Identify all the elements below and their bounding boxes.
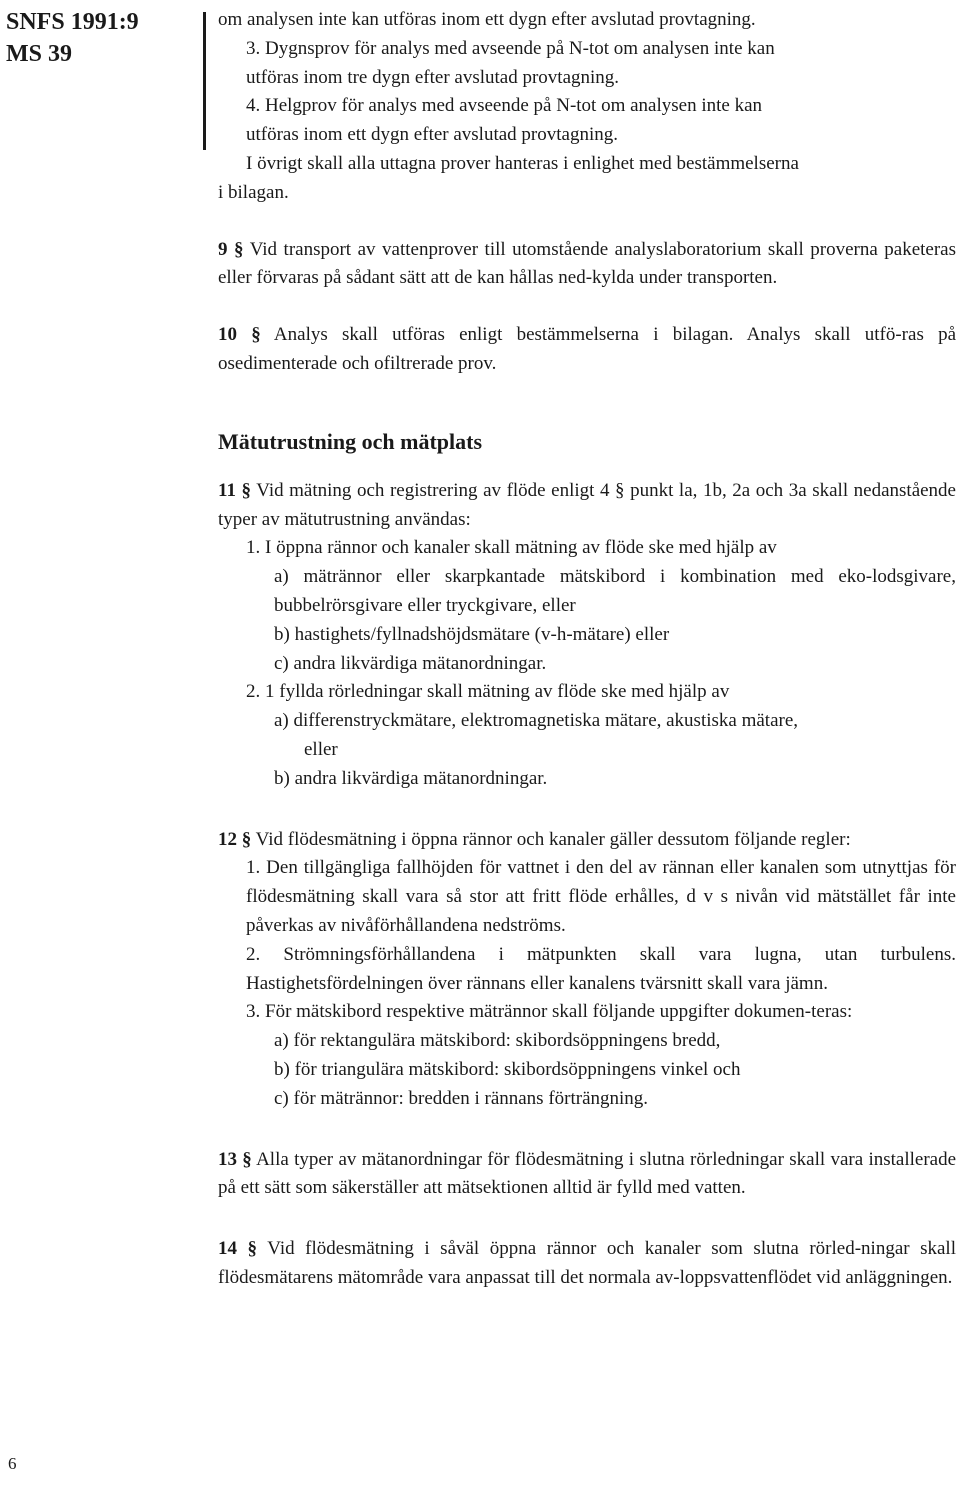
s12-item-3b: b) för triangulära mätskibord: skibordsöppningens vinkel och bbox=[274, 1058, 741, 1080]
s11-item-1b: b) hastighets/fyllnadshöjdsmätare (v-h-mätare) eller bbox=[274, 623, 670, 645]
s12-item-2: 2. Strömningsförhållandena i mätpunkten skall vara lugna, utan turbulens. Hastighetsfördelningen över rännans eller kanalens tvärsnitt skall vara jämn. bbox=[246, 943, 956, 994]
s11-item-1a: a) mätrännor eller skarpkantade mätskibord i kombination med eko-lodsgivare, bubbelrörsgivare eller tryckgivare, eller bbox=[274, 566, 956, 616]
document-code bbox=[6, 6, 139, 70]
section-11-text: Vid mätning och registrering av flöde enligt 4 § punkt la, 1b, 2a och 3a skall nedanstående typer av mätutrustning användas: bbox=[218, 479, 956, 530]
s12-item-1: 1. Den tillgängliga fallhöjden för vattnet i den del av rännan eller kanalen som utnyttjas för flödesmätning skall vara så stor att fritt flöde erhålles, d v s nivån vid mätstället får inte påverkas av nivåförhållandena nedströms. bbox=[246, 857, 956, 936]
top-line-1: om analysen inte kan utföras inom ett dygn efter avslutad provtagning. bbox=[218, 9, 756, 30]
s11-item-1: 1. I öppna rännor och kanaler skall mätning av flöde ske med hjälp av bbox=[246, 537, 777, 559]
section-13-number: 13 § bbox=[218, 1148, 252, 1170]
section-heading: Mätutrustning och mätplats bbox=[218, 428, 483, 454]
section-12 bbox=[218, 826, 956, 855]
top-line-2: 3. Dygnsprov för analys med avseende på N-tot om analysen inte kan bbox=[246, 37, 775, 59]
s11-item-2a-cont: eller bbox=[304, 738, 338, 760]
section-10 bbox=[218, 321, 956, 379]
s11-item-2a: a) differenstryckmätare, elektromagnetiska mätare, akustiska mätare, bbox=[274, 710, 799, 732]
main-text bbox=[218, 6, 956, 1293]
s11-item-2: 2. 1 fyllda rörledningar skall mätning av flöde ske med hjälp av bbox=[246, 681, 730, 703]
section-14 bbox=[218, 1235, 956, 1293]
page-number: 6 bbox=[8, 1454, 17, 1473]
top-line-4: 4. Helgprov för analys med avseende på N-tot om analysen inte kan bbox=[246, 95, 763, 117]
top-line-7: i bilagan. bbox=[218, 181, 289, 203]
code-line-2: MS 39 bbox=[6, 41, 72, 67]
s12-item-3c: c) för mätrännor: bredden i rännans förträngning. bbox=[274, 1087, 649, 1109]
section-9-number: 9 § bbox=[218, 238, 244, 260]
section-11 bbox=[218, 477, 956, 535]
section-14-text: Vid flödesmätning i såväl öppna rännor och kanaler som slutna rörled-ningar skall flödesmätarens mätområde vara anpassat till det normala av-loppsvattenflödet vid anläggningen. bbox=[218, 1238, 956, 1288]
section-9 bbox=[218, 236, 956, 294]
section-13-text: Alla typer av mätanordningar för flödesmätning i slutna rörledningar skall vara installerade på ett sätt som säkerställer att mätsektionen alltid är fylld med vatten. bbox=[218, 1148, 957, 1199]
s12-item-3a: a) för rektangulära mätskibord: skibordsöppningens bredd, bbox=[274, 1030, 721, 1052]
top-line-3: utföras inom tre dygn efter avslutad provtagning. bbox=[246, 66, 620, 88]
section-13 bbox=[218, 1146, 956, 1204]
margin-bar bbox=[203, 12, 206, 150]
code-line-1: SNFS 1991:9 bbox=[6, 9, 139, 35]
section-10-text: Analys skall utföras enligt bestämmelserna i bilagan. Analys skall utfö-ras på osedimenterade och ofiltrerade prov. bbox=[218, 324, 957, 374]
s11-item-2b: b) andra likvärdiga mätanordningar. bbox=[274, 767, 548, 789]
section-9-text: Vid transport av vattenprover till utomstående analyslaboratorium skall proverna paketeras eller förvaras på sådant sätt att de kan hållas ned-kylda under transporten. bbox=[218, 238, 957, 289]
section-12-text: Vid flödesmätning i öppna rännor och kanaler gäller dessutom följande regler: bbox=[255, 828, 851, 850]
top-line-5: utföras inom ett dygn efter avslutad provtagning. bbox=[246, 124, 618, 146]
section-12-number: 12 § bbox=[218, 828, 252, 850]
s11-item-1c: c) andra likvärdiga mätanordningar. bbox=[274, 652, 547, 674]
section-14-number: 14 § bbox=[218, 1238, 258, 1260]
top-line-6: I övrigt skall alla uttagna prover hanteras i enlighet med bestämmelserna bbox=[246, 152, 799, 174]
section-10-number: 10 § bbox=[218, 324, 261, 346]
s12-item-3: 3. För mätskibord respektive mätrännor skall följande uppgifter dokumen-teras: bbox=[246, 1001, 853, 1023]
section-11-number: 11 § bbox=[218, 479, 252, 501]
